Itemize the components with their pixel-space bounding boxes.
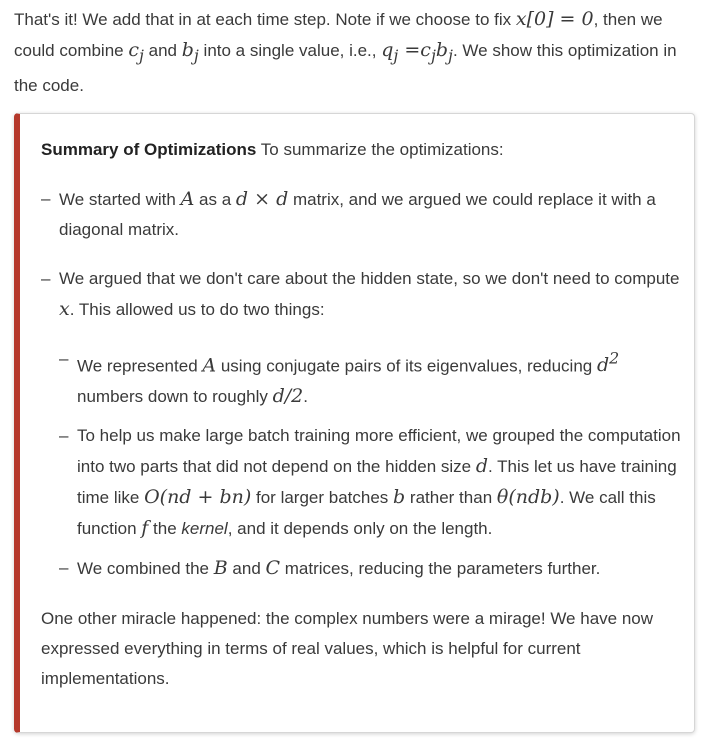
intro-text: That's it! We add that in at each time step. Note if we choose to fix <box>14 10 516 29</box>
math-cj: $c_j$ <box>128 39 144 65</box>
summary-title: Summary of Optimizations <box>41 140 257 159</box>
sub-list-item: – We represented A using conjugate pairs of its eigenvalues, reducing $d^2$ numbers down to roughly d/2. <box>59 344 681 412</box>
math-qj: $q_j =c_jb_j$ <box>381 39 453 65</box>
list-item: – We argued that we don't care about the hidden state, so we don't need to compute x. This allowed us to do two things: – We represented A using conjugate pairs of its eigenvalues, reducing $d^2$ numbers down to roughly d/2. – To help us make large batch training more efficient, we grouped the computation into two parts that did not depend on the hidden size d. This let us have training time like O(nd + bn) for larger batches b rather than θ(ndb). We call this function f the kernel, and it depends only on the length. – We combined the B and C matrices, reducing the parameters further. <box>41 264 681 584</box>
summary-heading <box>41 135 681 165</box>
math-bj: $b_j$ <box>181 39 199 65</box>
summary-callout <box>14 113 695 733</box>
closing-paragraph: One other miracle happened: the complex numbers were a mirage! We have now expressed everything in terms of real values, which is helpful for current implementations. <box>41 609 654 689</box>
summary-lead: To summarize the optimizations: <box>256 140 504 159</box>
math-x0: x[0] = 0 <box>515 8 594 30</box>
intro-paragraph: That's it! We add that in at each time step. Note if we choose to fix x[0] = 0, then we could combine $c_j$ and $b_j$ into a single value, i.e., $q_j =c_jb_j$. We show this optimization in the code. <box>14 8 677 95</box>
sub-list-item: – To help us make large batch training more efficient, we grouped the computation into two parts that did not depend on the hidden size d. This let us have training time like O(nd + bn) for larger batches b rather than θ(ndb). We call this function f the kernel, and it depends only on the length. <box>59 421 681 544</box>
list-item: – We started with A as a d × d matrix, and we argued we could replace it with a diagonal matrix. <box>41 184 681 245</box>
optimization-list <box>41 184 681 584</box>
sub-list <box>59 344 681 584</box>
sub-list-item: – We combined the B and C matrices, reducing the parameters further. <box>59 553 681 584</box>
